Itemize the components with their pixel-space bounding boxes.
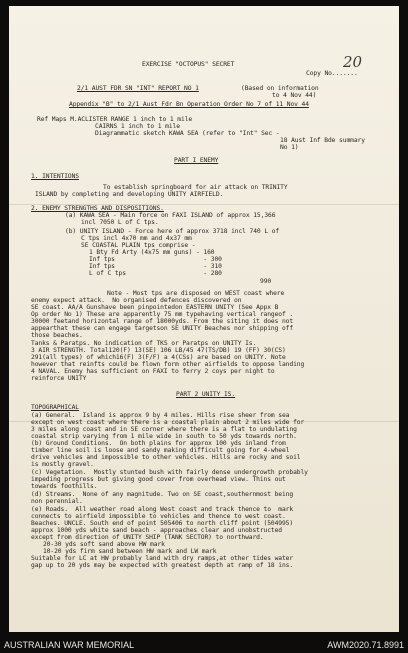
note-line: Op order No 1) These are apparently 75 mm typehaving vertical rangeof .	[31, 311, 294, 318]
s2-line: (b) UNITY ISLAND - Force here of approx 3718 incl 740 L of	[65, 228, 280, 235]
note-line: appearthat these can engage targetson SE UNITY Beaches nor shipping off	[31, 325, 294, 332]
ref-diag3: No 1)	[280, 144, 299, 151]
part2-heading: PART 2 UNITY IS.	[176, 391, 236, 398]
ref-maps: Ref Maps M.ACLISTER RANGE 1 inch to 1 mile	[37, 116, 193, 123]
copy-no-handwritten: 20	[343, 53, 363, 71]
s2-line: L of C tps - 280	[89, 270, 222, 277]
topo-line: timber line soil is loose and sandy making difficult going for 4-wheel	[31, 447, 290, 454]
topo-line: drive vehicles and impossible to other vehicles. Hills are rocky and soil	[31, 454, 301, 461]
footer-accession: AWM2020.71.8991	[327, 640, 404, 650]
report-title: 2/1 AUST FDR SN "INT" REPORT NO 1	[77, 85, 199, 92]
topo-line: connects to airfield impossible to vehicles and thence to west coast.	[31, 513, 286, 520]
beach-line: Suitable for LC at HW probably land with dry ramps,at other tides water	[31, 555, 294, 562]
s2-line: 1 Bty Fd Arty (4x75 mm guns) - 160	[89, 249, 215, 256]
s2-line: Inf tps - 310	[89, 263, 222, 270]
note-line: SE coast. AA/A Gunshave been pinpointedon EASTERN UNITY (See Appx B	[31, 304, 279, 311]
topo-line: 3 miles along coast and in SE corner where there is a flat to undulating	[31, 426, 297, 433]
topographical-heading: TOPOGRAPHICAL	[31, 404, 79, 411]
beach-line: Beaches. UNCLE. South end of point 505406 to north cliff point (504995)	[31, 520, 294, 527]
copy-no-label: Copy No.......	[306, 70, 358, 77]
beach-line: 20-30 yds soft sand above HW mark	[43, 541, 165, 548]
note-line: 30000 feetand horizontal range of 18000yds. From the siting it does not	[31, 318, 294, 325]
s2-line: (a) KAWA SEA - Main force on FAXI ISLAND of approx 15,366	[65, 212, 276, 219]
topo-line: (b) Ground Conditions. On both plains for approx 100 yds inland from	[31, 440, 286, 447]
topo-line: (e) Roads. All weather road along West coast and track thence to mark	[31, 506, 294, 513]
document-page	[9, 6, 399, 632]
beach-line: gap up to 20 yds may be expected with greatest depth at ramp of 18 ins.	[31, 562, 294, 569]
beach-line: approx 1000 yds white sand beach - approaches clear and unobstructed	[31, 527, 282, 534]
report-to: to 4 Nov 44)	[272, 92, 317, 99]
s2-line: incl 7050 L of C tps.	[81, 219, 159, 226]
part1-heading: PART I ENEMY	[174, 157, 219, 164]
s2-line: Inf tps - 300	[89, 256, 222, 263]
topo-line: (c) Vegetation. Mostly stunted bush with fairly dense undergrowth probably	[31, 469, 308, 476]
topo-line: (a) General. Island is approx 9 by 4 miles. Hills rise sheer from sea	[31, 412, 290, 419]
section-enemy: 2. ENEMY STRENGTHS AND DISPOSITIONS.	[31, 205, 164, 212]
archive-footer	[0, 638, 408, 653]
s1-line: To establish springboard for air attack on TRINITY	[103, 184, 288, 191]
tanks-line: 291(all types) of which16(F) 3(F/F) a 4(CSs) are based on UNITY. Note	[31, 354, 286, 361]
topo-line: coastal strip varying from 1 mile wide in south to 50 yds towards north.	[31, 433, 297, 440]
s2-total: 990	[260, 278, 272, 285]
s1-line: ISLAND by completing and developing UNITY AIRFIELD.	[35, 191, 224, 198]
tanks-line: reinforce UNITY	[31, 375, 87, 382]
appendix-line: Appendix "B" to 2/1 Aust Fdr Bn Operation Order No 7 of 11 Nov 44	[69, 101, 309, 108]
note-line: Note - Most tps are disposed on WEST coast where	[107, 290, 285, 297]
topo-line: towards foothills.	[31, 483, 98, 490]
tanks-line: Tanks & Paratps. No indication of TKS or Paratps on UNITY Is.	[31, 340, 257, 347]
note-line: enemy expect attack. No organised defences discovered on	[31, 297, 242, 304]
topo-line: except on west coast where there is a coastal plain about 2 miles wide for	[31, 419, 305, 426]
topo-line: is mostly gravel.	[31, 461, 94, 468]
section-intentions: 1. INTENTIONS	[31, 173, 79, 180]
s2-line: SE COASTAL PLAIN tps comprise -	[81, 242, 196, 249]
topo-line: (d) Streams. None of any magnitude. Two on SE coast,southernmost being	[31, 491, 294, 498]
topo-line: impeding progress but giving good cover from overhead view. Thins out	[31, 476, 286, 483]
tanks-line: 3 AIR STRENGTH. Total120(F) 13(SE) 106 LB/45 47(TS/DB) 19 (FF) 30(CS)	[31, 347, 286, 354]
tanks-line: however that reinfts could be flown form other airfields to oppose landing	[31, 361, 305, 368]
note-line: those beaches.	[31, 332, 83, 339]
ref-cairns: CAIRNS 1 inch to 1 mile	[95, 123, 180, 130]
report-based: (Based on information	[241, 85, 319, 92]
beach-line: except from direction of UNITY SHIP (TANK SECTOR) to northward.	[31, 534, 264, 541]
footer-institution: AUSTRALIAN WAR MEMORIAL	[4, 640, 135, 650]
beach-line: 10-20 yds firm sand between HW mark and LW mark	[43, 548, 217, 555]
tanks-line: 4 NAVAL. Enemy has sufficient on FAXI to ferry 2 coys per night to	[31, 368, 275, 375]
header-title: EXERCISE "OCTOPUS" SECRET	[142, 61, 235, 68]
ref-diag2: 18 Aust Inf Bde summary	[280, 137, 365, 144]
s2-line: C tps incl 4x70 mm and 4x37 mm	[81, 235, 192, 242]
topo-line: non perennial.	[31, 498, 83, 505]
ref-diag: Diagrammatic sketch KAWA SEA (refer to "Int" Sec -	[95, 130, 280, 137]
